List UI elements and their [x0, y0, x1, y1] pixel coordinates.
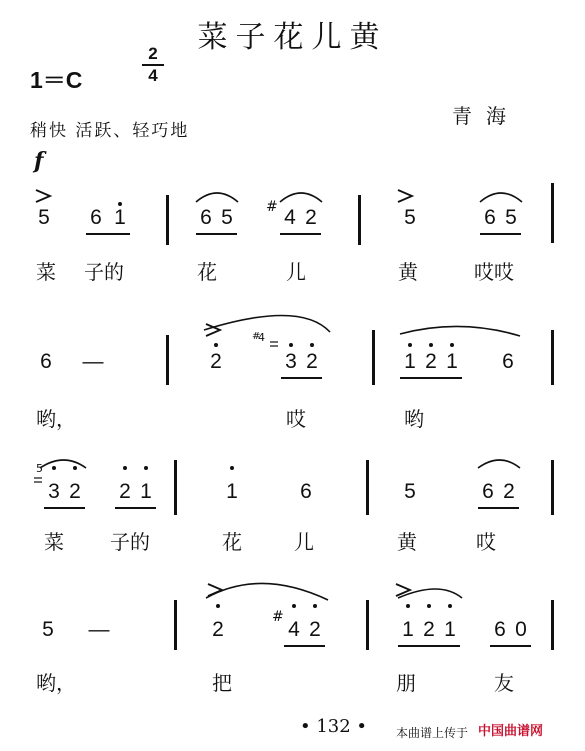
lyric: 朋: [396, 671, 416, 695]
note: 6: [484, 206, 496, 229]
note: 0: [515, 618, 527, 641]
note: 2: [309, 618, 321, 641]
time-signature-bottom: 4: [148, 66, 158, 85]
note: 6: [40, 350, 52, 373]
slur: [280, 193, 322, 202]
tempo-marking: 稍快 活跃、轻巧地: [30, 121, 190, 141]
dash-sustain: —: [88, 618, 110, 641]
note: 6: [482, 480, 494, 503]
note: 2: [119, 480, 131, 503]
note: 3: [285, 350, 297, 373]
lyric: 花: [197, 260, 217, 284]
note: 1: [114, 206, 126, 229]
lyric: 子的: [84, 260, 124, 284]
note: 5: [404, 480, 416, 503]
slur: [400, 326, 520, 336]
note: 4: [284, 206, 296, 229]
note: 2: [212, 618, 224, 641]
note: 1: [444, 618, 456, 641]
slur: [204, 315, 330, 332]
note: 6: [502, 350, 514, 373]
lyric: 哟，: [36, 407, 76, 431]
sharp-accidental: #: [252, 331, 261, 342]
lyric: 菜: [44, 530, 64, 554]
slur: [206, 583, 328, 600]
slur: [196, 193, 238, 202]
note: 2: [423, 618, 435, 641]
page-number: • 132 •: [300, 716, 368, 737]
slur: [478, 460, 520, 468]
grace-note: 4: [258, 331, 265, 344]
note: 5: [404, 206, 416, 229]
lyric: 把: [212, 671, 232, 695]
note: 5: [42, 618, 54, 641]
note: 2: [305, 206, 317, 229]
dash-sustain: —: [82, 350, 104, 373]
note: 4: [288, 618, 300, 641]
note: 5: [505, 206, 517, 229]
lyric: 儿: [286, 260, 306, 284]
note: 2: [425, 350, 437, 373]
sharp-accidental: #: [266, 199, 278, 215]
dynamic-marking: f: [34, 148, 44, 174]
note: 5: [221, 206, 233, 229]
slur: [40, 460, 86, 468]
lyric: 哎哎: [474, 260, 514, 284]
song-title: 菜子花儿黄: [197, 20, 388, 55]
note: 1: [404, 350, 416, 373]
note: 1: [226, 480, 238, 503]
note: 5: [38, 206, 50, 229]
lyric: 子的: [110, 530, 150, 554]
lyric: 黄: [397, 530, 417, 554]
note: 6: [200, 206, 212, 229]
lyric: 哎: [286, 407, 306, 431]
note: 1: [446, 350, 458, 373]
note: 6: [494, 618, 506, 641]
note: 6: [300, 480, 312, 503]
key-signature: 1＝C: [30, 67, 83, 93]
slur: [480, 193, 522, 202]
note: 3: [48, 480, 60, 503]
lyric: 哟: [404, 407, 424, 431]
grace-note: 5: [36, 462, 43, 475]
note: 2: [306, 350, 318, 373]
upload-credit: 本曲谱上传于: [396, 726, 469, 740]
lyric: 花: [222, 530, 242, 554]
site-logo[interactable]: 中国曲谱网: [478, 724, 544, 739]
note: 6: [90, 206, 102, 229]
note: 2: [69, 480, 81, 503]
note: 2: [503, 480, 515, 503]
note: 1: [140, 480, 152, 503]
lyric: 儿: [294, 530, 314, 554]
lyric: 哟，: [36, 671, 76, 695]
accent-mark: [398, 190, 412, 202]
region-label: 青海: [452, 104, 520, 128]
accent-mark: [36, 190, 50, 202]
note: 2: [210, 350, 222, 373]
page-number-value: 132: [316, 716, 351, 737]
lyric: 哎: [476, 530, 496, 554]
time-signature-top: 2: [148, 44, 158, 63]
lyric: 菜: [36, 260, 56, 284]
lyric: 友: [494, 671, 514, 695]
note: 1: [402, 618, 414, 641]
lyric: 黄: [398, 260, 418, 284]
sharp-accidental: #: [272, 609, 284, 625]
